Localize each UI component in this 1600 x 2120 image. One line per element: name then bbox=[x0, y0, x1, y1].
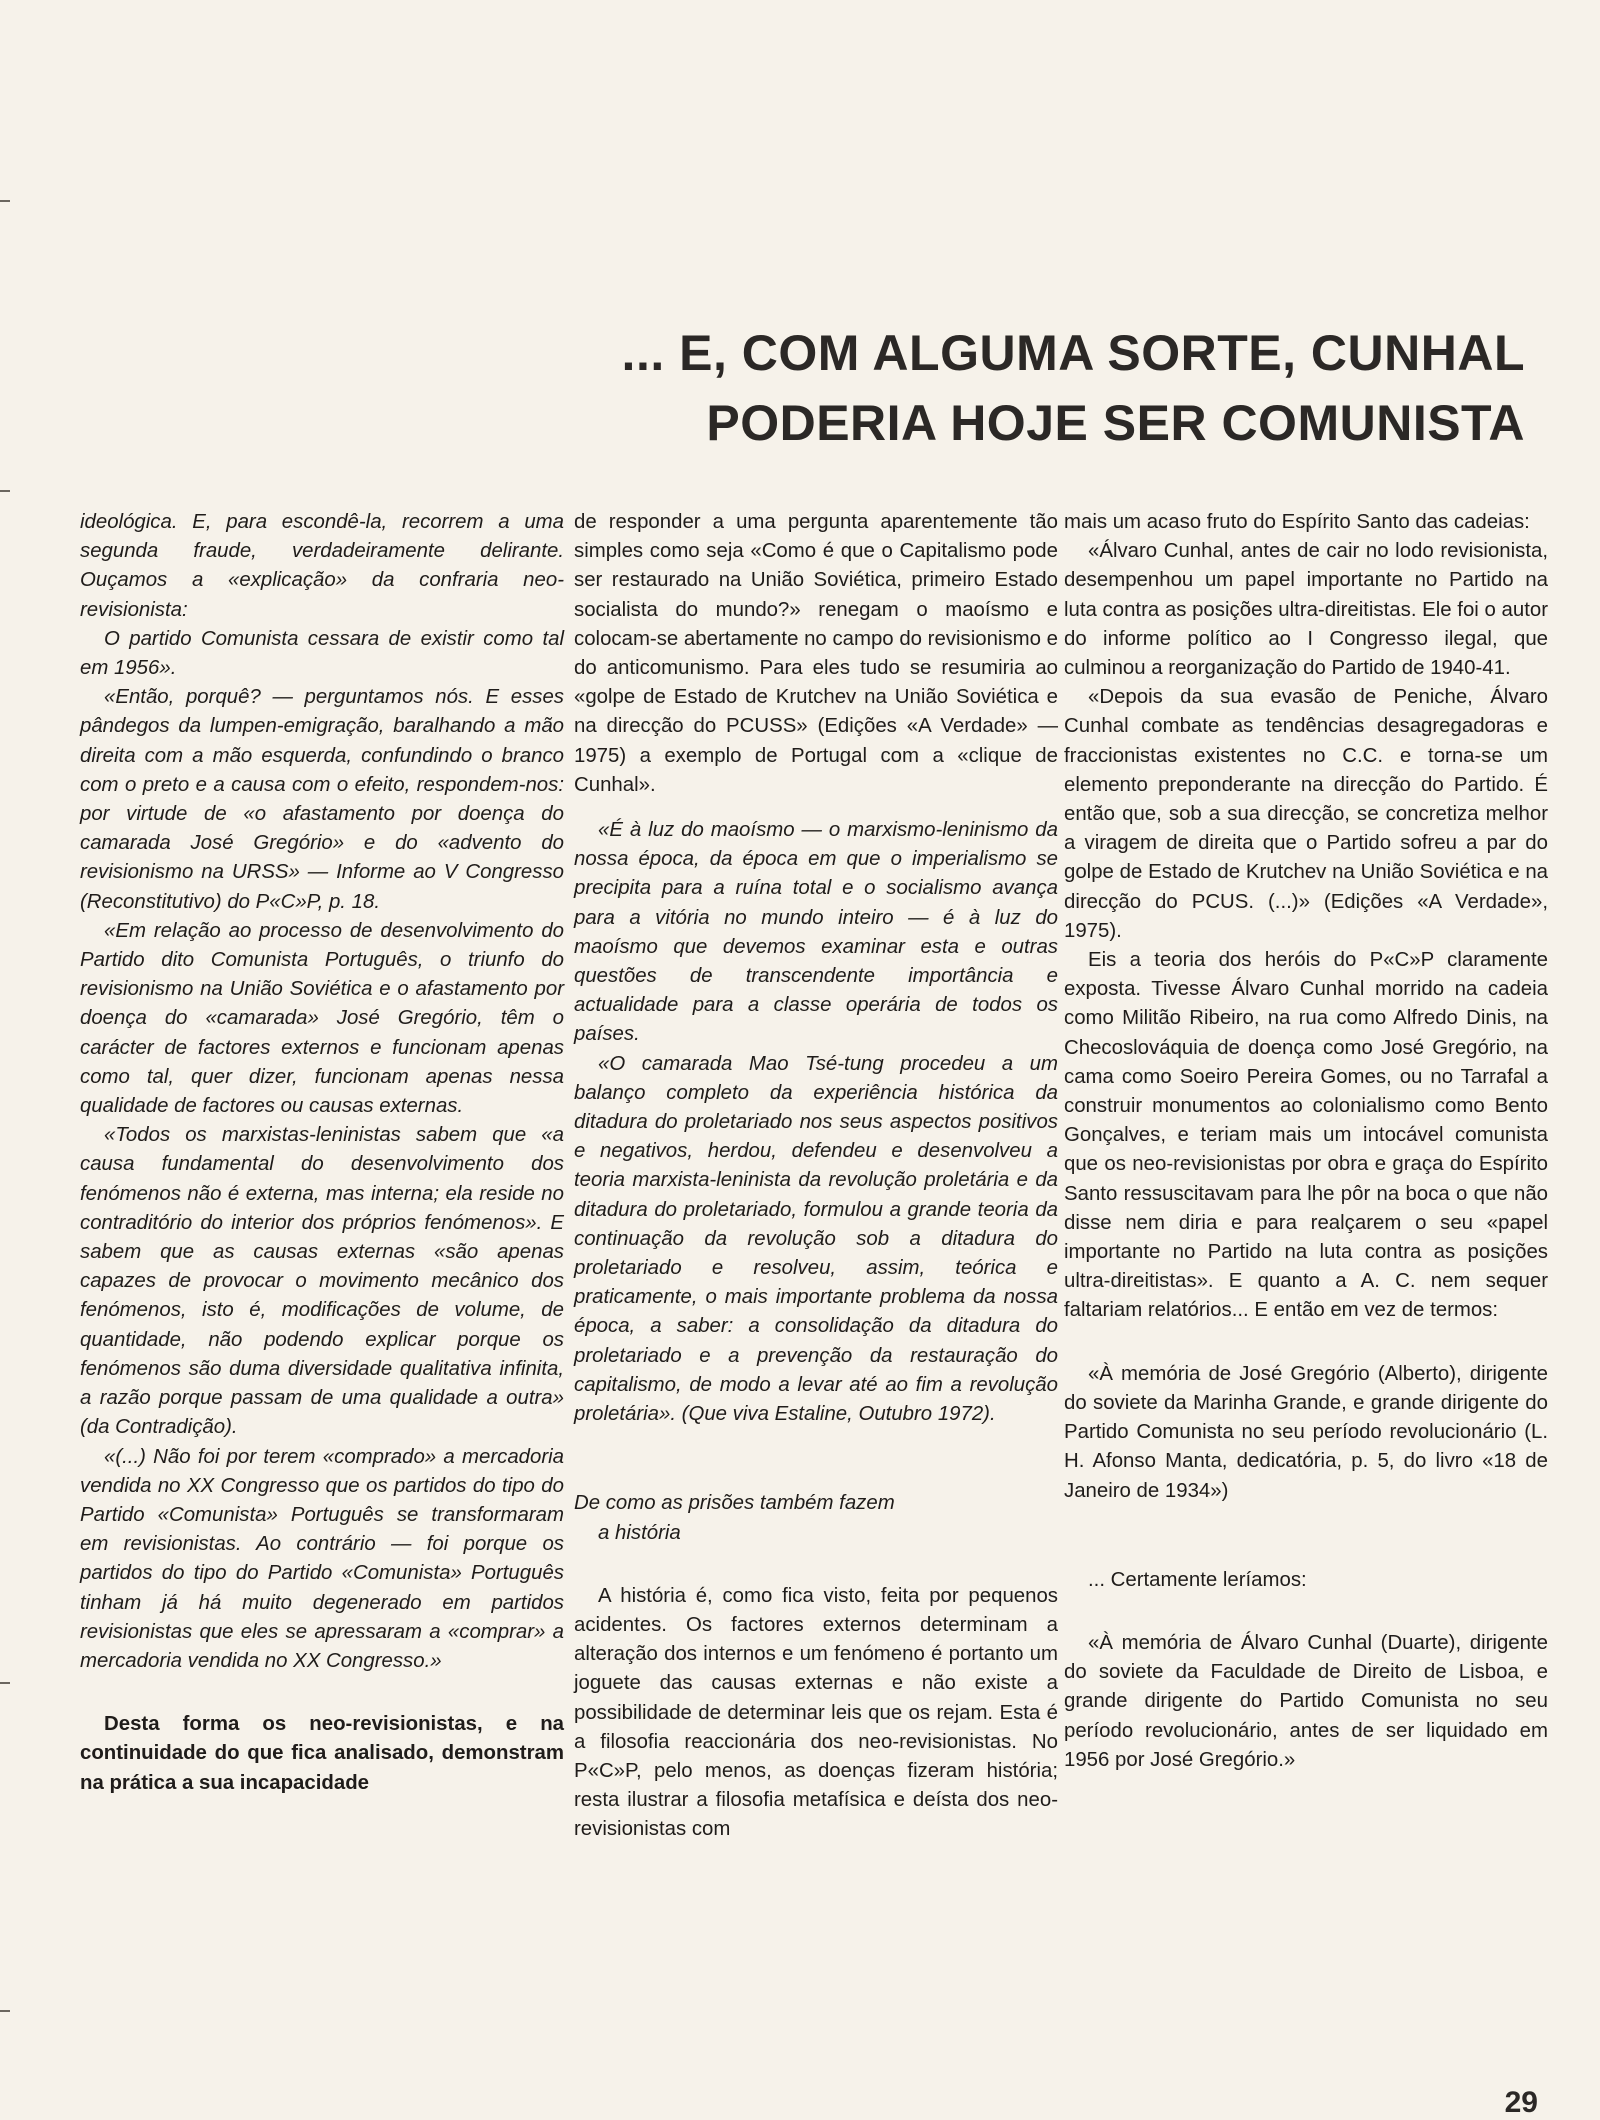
paragraph: de responder a uma pergunta aparentemente tão simples como seja «Como é que o Capitalismo pode ser restaurado na União Soviética, primeiro Estado socialista do mundo?» renegam o maoísmo e colocam-se abertamente no campo do revisionismo e do anticomunismo. Para eles tudo se resumiria ao «golpe de Estado de Krutchev na União Soviética e na direcção do PCUSS» (Edições «A Verdade» — 1975) a exemplo de Portugal com a «clique de Cunhal». bbox=[574, 511, 1058, 796]
paragraph: «O camarada Mao Tsé-tung procedeu a um balanço completo da experiência histórica da ditadura do proletariado nos seus aspectos positivos e negativos, herdou, defendeu e desenvolveu a teoria marxista-leninista da revolução proletária e da ditadura do proletariado, formulou a grande teoria da continuação da revolução sob a ditadura do proletariado e resolveu, assim, teórica e praticamente, o mais importante problema da nossa época, a saber: a consolidação da ditadura do proletariado e a prevenção da restauração do capitalismo, de modo a levar até ao fim a revolução proletária». (Que viva Estaline, Outubro 1972). bbox=[574, 1052, 1058, 1426]
scan-edge-mark bbox=[0, 200, 10, 202]
paragraph: A história é, como fica visto, feita por pequenos acidentes. Os factores externos determinam a alteração dos internos e um fenómeno é portanto um joguete das causas externas e não existe a possibilidade de determinar leis que os rejam. Esta é a filosofia reaccionária dos neo-revisionistas. No P«C»P, pelo menos, as doenças fizeram história; resta ilustrar a filosofia metafísica e deísta dos neo-revisionistas com bbox=[574, 1584, 1058, 1841]
text-column-2 bbox=[574, 508, 1058, 1845]
paragraph: mais um acaso fruto do Espírito Santo das cadeias: bbox=[1064, 511, 1530, 533]
paragraph: Eis a teoria dos heróis do P«C»P claramente exposta. Tivesse Álvaro Cunhal morrido na cadeia como Militão Ribeiro, na rua como Alfredo Dinis, na Checoslováquia de doença como José Gregório, na cama como Soeiro Pereira Gomes, ou no Tarrafal a construir monumentos ao colonialismo como Bento Gonçalves, e teriam mais um intocável comunista que os neo-revisionistas por obra e graça do Espírito Santo ressuscitavam para lhe pôr na boca o que não disse nem diria e para realçarem o seu «papel importante no Partido na luta contra as posições ultra-direitistas». E quanto a A. C. nem sequer faltariam relatórios... E então em vez de termos: bbox=[1064, 949, 1548, 1322]
paragraph: «Em relação ao processo de desenvolvimento do Partido dito Comunista Português, o triunfo do revisionismo na União Soviética e o afastamento por doença do «camarada» José Gregório, têm o carácter de factores externos e funcionam apenas como tal, quer dizer, funcionam apenas nessa qualidade de factores ou causas externas. bbox=[80, 919, 564, 1118]
headline-line-2: PODERIA HOJE SER COMUNISTA bbox=[706, 395, 1525, 451]
scan-edge-mark bbox=[0, 490, 10, 492]
paragraph: «Depois da sua evasão de Peniche, Álvaro Cunhal combate as tendências desagregadoras e fraccionistas existentes no C.C. e torna-se um elemento preponderante na direcção do Partido. É então que, sob a sua direcção, se concretiza melhor a viragem de direita que o Partido sofreu a par do golpe de Estado de Krutchev na União Soviética e na direcção do PCUS. (...)» (Edições «A Verdade», 1975). bbox=[1064, 686, 1548, 942]
paragraph: «É à luz do maoísmo — o marxismo-leninismo da nossa época, da época em que o imperialismo se precipita para a ruína total e o socialismo avança para a vitória no mundo inteiro — é à luz do maoísmo que devemos examinar esta e outras questões de transcendente importância e actualidade para a classe operária de todos os países. bbox=[574, 819, 1058, 1046]
quote-paragraph: «À memória de José Gregório (Alberto), dirigente do soviete da Marinha Grande, e grande dirigente do Partido Comunista no seu período revolucionário (L. H. Afonso Manta, dedicatória, p. 5, do livro «18 de Janeiro de 1934») bbox=[1064, 1362, 1548, 1502]
headline-line-1: ... E, COM ALGUMA SORTE, CUNHAL bbox=[621, 325, 1525, 381]
section-subheading bbox=[574, 1489, 1058, 1547]
paragraph: «Álvaro Cunhal, antes de cair no lodo revisionista, desempenhou um papel importante no Partido na luta contra as posições ultra-direitistas. Ele foi o autor do informe político ao I Congresso ilegal, que culminou a reorganização do Partido de 1940-41. bbox=[1064, 540, 1548, 680]
scan-edge-mark bbox=[0, 1682, 10, 1684]
article-headline bbox=[425, 318, 1525, 458]
paragraph: O partido Comunista cessara de existir como tal em 1956». bbox=[80, 627, 564, 680]
text-column-3 bbox=[1064, 508, 1548, 1775]
paragraph: «Todos os marxistas-leninistas sabem que «a causa fundamental do desenvolvimento dos fenómenos não é externa, mas interna; ela reside no contraditório do interior dos próprios fenómenos». E sabem que as causas externas «são apenas capazes de provocar o movimento mecânico dos fenómenos, isto é, modificações de volume, de quantidade, não podendo explicar porque os fenómenos são duma diversidade qualitativa infinita, a razão porque passam de uma qualidade a outra» (da Contradição). bbox=[80, 1124, 564, 1439]
scan-edge-mark bbox=[0, 2010, 10, 2012]
quote-paragraph: «À memória de Álvaro Cunhal (Duarte), dirigente do soviete da Faculdade de Direito de Lisboa, e grande dirigente do Partido Comunista no seu período revolucionário, antes de ser liquidado em 1956 por José Gregório.» bbox=[1064, 1631, 1548, 1771]
paragraph: Desta forma os neo-revisionistas, e na continuidade do que fica analisado, demonstram na prática a sua incapacidade bbox=[80, 1713, 564, 1794]
background-ghost-text bbox=[70, 88, 1530, 250]
subheading-line-1: De como as prisões também fazem bbox=[574, 1492, 895, 1515]
paragraph: «(...) Não foi por terem «comprado» a mercadoria vendida no XX Congresso que os partidos do tipo do Partido «Comunista» Português se transformaram em revisionistas. Ao contrário — foi porque os partidos do tipo do Partido «Comunista» Português tinham já há muito degenerado em partidos revisionistas que eles se apressaram a «comprar» a mercadoria vendida no XX Congresso.» bbox=[80, 1445, 564, 1672]
paragraph: ... Certamente leríamos: bbox=[1088, 1568, 1307, 1591]
subheading-line-2: a história bbox=[598, 1521, 681, 1544]
text-column-1 bbox=[80, 508, 564, 1798]
paragraph: «Então, porquê? — perguntamos nós. E esses pândegos da lumpen-emigração, baralhando a mão direita com a mão esquerda, confundindo o branco com o preto e a causa com o efeito, respondem-nos: por virtude de «o afastamento por doença do camarada José Gregório» e do «advento do revisionismo na URSS» — Informe ao V Congresso (Reconstitutivo) do P«C»P, p. 18. bbox=[80, 686, 564, 913]
paragraph: ideológica. E, para escondê-la, recorrem a uma segunda fraude, verdadeiramente delirante. Ouçamos a «explicação» da confraria neo-revisionista: bbox=[80, 511, 564, 621]
page-number: 29 bbox=[1504, 2086, 1538, 2119]
